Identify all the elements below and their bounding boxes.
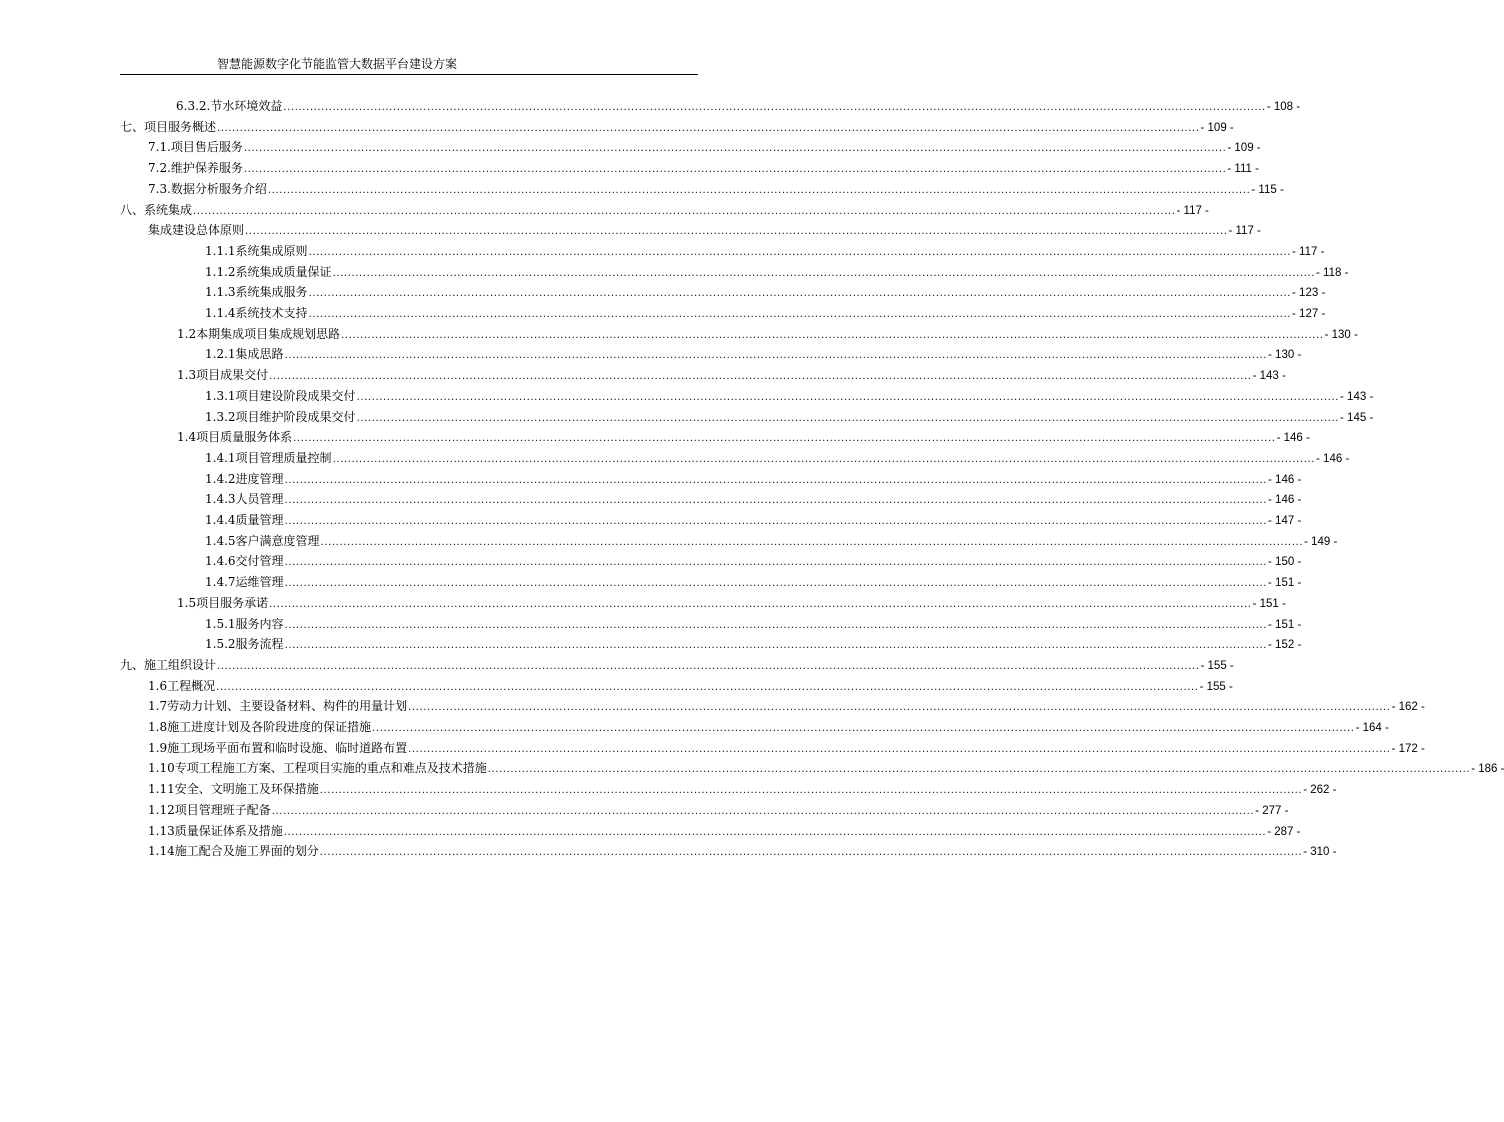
toc-entry-title: 服务内容 xyxy=(235,616,284,631)
dot-leader: .................................................................................................................................................................................................................................................................... xyxy=(245,226,1228,238)
dot-leader: .................................................................................................................................................................................................................................................................... xyxy=(284,350,1268,362)
toc-entry[interactable] xyxy=(148,179,1284,199)
toc-entry-number: 八、 xyxy=(120,202,145,217)
toc-entry-number: 1.12 xyxy=(148,802,175,817)
toc-entry[interactable] xyxy=(205,448,1350,468)
toc-entry-number: 1.5 xyxy=(177,595,197,610)
toc-entry-page: - 149 - xyxy=(1304,535,1338,548)
toc-entry-number: 7.1. xyxy=(148,140,171,155)
toc-entry-page: - 172 - xyxy=(1391,742,1425,755)
toc-entry[interactable] xyxy=(148,717,1389,737)
toc-entry-title: 客户满意度管理 xyxy=(235,533,320,548)
toc-entry[interactable] xyxy=(177,593,1286,613)
toc-entry-page: - 151 - xyxy=(1268,577,1302,590)
toc-entry-page: - 117 - xyxy=(1176,204,1209,217)
dot-leader: .................................................................................................................................................................................................................................................................... xyxy=(332,267,1316,279)
dot-leader: .................................................................................................................................................................................................................................................................... xyxy=(408,743,1391,755)
dot-leader: .................................................................................................................................................................................................................................................................... xyxy=(269,598,1252,610)
dot-leader: .................................................................................................................................................................................................................................................................... xyxy=(243,164,1227,176)
toc-entry[interactable] xyxy=(120,200,1209,220)
dot-leader: .................................................................................................................................................................................................................................................................... xyxy=(408,702,1391,714)
toc-entry[interactable] xyxy=(205,551,1302,571)
toc-entry-page: - 146 - xyxy=(1268,473,1302,486)
toc-entry-number: 1.6 xyxy=(148,678,168,693)
toc-entry[interactable] xyxy=(148,137,1261,157)
dot-leader: .................................................................................................................................................................................................................................................................... xyxy=(243,143,1227,155)
toc-entry-page: - 108 - xyxy=(1266,101,1301,113)
toc-entry-page: - 164 - xyxy=(1355,722,1389,734)
dot-leader: .................................................................................................................................................................................................................................................................... xyxy=(284,640,1268,652)
toc-entry[interactable] xyxy=(205,614,1302,634)
toc-entry-page: - 115 - xyxy=(1251,183,1284,196)
dot-leader: .................................................................................................................................................................................................................................................................... xyxy=(487,764,1471,776)
toc-entry-title: 项目管理质量控制 xyxy=(235,450,332,465)
toc-entry[interactable] xyxy=(205,386,1374,406)
toc-entry-number: 7.3. xyxy=(148,181,171,196)
toc-entry-number: 1.5.2 xyxy=(205,637,236,652)
toc-entry-title: 集成思路 xyxy=(235,347,284,362)
toc-entry[interactable] xyxy=(205,572,1302,592)
toc-entry-title: 系统技术支持 xyxy=(235,306,308,320)
toc-entry[interactable] xyxy=(120,117,1234,137)
toc-entry-number: 1.1.4 xyxy=(205,306,236,320)
dot-leader: .................................................................................................................................................................................................................................................................... xyxy=(193,205,1176,217)
toc-entry-title: 交付管理 xyxy=(235,554,284,569)
dot-leader: .................................................................................................................................................................................................................................................................... xyxy=(356,391,1340,403)
toc-entry-number: 1.1.1 xyxy=(205,243,236,258)
toc-entry-page: - 146 - xyxy=(1276,432,1310,445)
toc-entry-number: 1.5.1 xyxy=(205,616,236,631)
toc-entry-title: 劳动力计划、主要设备材料、构件的用量计划 xyxy=(167,699,408,714)
toc-entry-number: 1.9 xyxy=(148,740,168,755)
toc-entry[interactable] xyxy=(148,738,1425,758)
dot-leader: .................................................................................................................................................................................................................................................................... xyxy=(217,660,1200,672)
toc-entry-number: 1.4.6 xyxy=(205,554,236,569)
toc-entry-page: - 117 - xyxy=(1292,245,1325,258)
toc-entry-page: - 277 - xyxy=(1255,804,1289,817)
toc-entry[interactable] xyxy=(176,96,1301,116)
dot-leader: .................................................................................................................................................................................................................................................................... xyxy=(284,578,1268,590)
toc-entry-title: 系统集成 xyxy=(144,202,193,217)
toc-entry[interactable] xyxy=(148,696,1425,716)
toc-entry-title: 项目服务概述 xyxy=(144,119,217,134)
toc-entry-page: - 127 - xyxy=(1292,308,1326,320)
dot-leader: .................................................................................................................................................................................................................................................................... xyxy=(332,453,1316,465)
toc-entry[interactable] xyxy=(205,282,1326,302)
toc-entry-title: 项目管理班子配备 xyxy=(174,802,271,817)
toc-entry[interactable] xyxy=(177,427,1310,447)
toc-entry[interactable] xyxy=(205,344,1302,364)
page-header xyxy=(120,56,698,75)
toc-entry-number: 1.4 xyxy=(177,430,197,445)
toc-entry[interactable] xyxy=(205,510,1302,530)
toc-entry-page: - 123 - xyxy=(1292,287,1326,300)
toc-entry[interactable] xyxy=(205,262,1349,282)
toc-entry-page: - 150 - xyxy=(1268,556,1302,569)
toc-entry-title: 项目维护阶段成果交付 xyxy=(235,409,356,424)
toc-entry[interactable] xyxy=(205,407,1374,427)
toc-entry-number: 1.1.2 xyxy=(205,264,236,279)
toc-entry[interactable] xyxy=(205,241,1325,261)
toc-entry-number: 1.1.3 xyxy=(205,285,236,300)
toc-entry-number: 1.7 xyxy=(148,699,168,714)
dot-leader: .................................................................................................................................................................................................................................................................... xyxy=(372,723,1355,734)
toc-entry-number: 1.3.1 xyxy=(205,388,236,403)
toc-entry-page: - 111 - xyxy=(1227,163,1259,176)
toc-entry-page: - 118 - xyxy=(1316,266,1349,279)
toc-entry-number: 1.10 xyxy=(148,761,175,776)
toc-entry-number: 1.4.5 xyxy=(205,533,236,548)
toc-entry[interactable] xyxy=(177,324,1358,344)
toc-entry[interactable] xyxy=(148,758,1504,778)
toc-entry-number: 1.4.3 xyxy=(205,492,236,507)
dot-leader: .................................................................................................................................................................................................................................................................... xyxy=(217,122,1200,134)
toc-entry-page: - 109 - xyxy=(1227,142,1261,155)
dot-leader: .................................................................................................................................................................................................................................................................... xyxy=(283,826,1267,838)
toc-entry-title: 项目售后服务 xyxy=(170,140,243,155)
dot-leader: .................................................................................................................................................................................................................................................................... xyxy=(320,536,1304,548)
toc-entry-title: 集成建设总体原则 xyxy=(148,223,245,238)
toc-entry-page: - 155 - xyxy=(1200,659,1234,672)
toc-entry-page: - 145 - xyxy=(1340,411,1374,424)
toc-entry-title: 安全、文明施工及环保措施 xyxy=(174,782,319,797)
dot-leader: .................................................................................................................................................................................................................................................................... xyxy=(319,785,1303,797)
toc-entry-page: - 117 - xyxy=(1228,225,1261,238)
toc-entry-number: 1.4.1 xyxy=(205,450,236,465)
toc-entry[interactable] xyxy=(205,531,1338,551)
toc-entry[interactable] xyxy=(148,158,1259,178)
toc-entry-number: 1.4.7 xyxy=(205,575,236,590)
toc-entry-title: 工程概况 xyxy=(167,678,216,693)
toc-entry-title: 系统集成质量保证 xyxy=(235,264,332,279)
toc-entry-page: - 151 - xyxy=(1252,597,1286,610)
toc-entry-title: 项目服务承诺 xyxy=(196,595,269,610)
toc-entry-title: 进度管理 xyxy=(235,471,284,486)
toc-entry-title: 施工进度计划及各阶段进度的保证措施 xyxy=(167,720,372,734)
dot-leader: .................................................................................................................................................................................................................................................................... xyxy=(284,474,1268,486)
dot-leader: .................................................................................................................................................................................................................................................................... xyxy=(308,288,1292,300)
toc-entry[interactable] xyxy=(148,220,1261,240)
dot-leader: .................................................................................................................................................................................................................................................................... xyxy=(216,681,1199,693)
dot-leader: .................................................................................................................................................................................................................................................................... xyxy=(284,495,1268,507)
toc-entry-title: 施工配合及施工界面的划分 xyxy=(174,844,319,859)
dot-leader: .................................................................................................................................................................................................................................................................... xyxy=(283,102,1266,113)
toc-entry-number: 七、 xyxy=(120,119,145,134)
dot-leader: .................................................................................................................................................................................................................................................................... xyxy=(269,371,1252,383)
toc-entry-number: 7.2. xyxy=(148,161,171,176)
toc-entry[interactable] xyxy=(205,303,1326,323)
toc-entry-title: 项目成果交付 xyxy=(196,368,269,383)
toc-entry[interactable] xyxy=(148,821,1301,841)
toc-entry-title: 本期集成项目集成规划思路 xyxy=(196,326,341,341)
dot-leader: .................................................................................................................................................................................................................................................................... xyxy=(284,619,1268,631)
toc-entry-page: - 130 - xyxy=(1324,328,1358,341)
dot-leader: .................................................................................................................................................................................................................................................................... xyxy=(293,433,1276,445)
toc-entry-page: - 143 - xyxy=(1340,390,1374,403)
dot-leader: .................................................................................................................................................................................................................................................................... xyxy=(341,329,1324,341)
dot-leader: .................................................................................................................................................................................................................................................................... xyxy=(319,847,1303,859)
toc-entry-page: - 262 - xyxy=(1303,784,1337,797)
toc-entry-number: 1.3.2 xyxy=(205,409,236,424)
toc-entry-title: 专项工程施工方案、工程项目实施的重点和难点及技术措施 xyxy=(174,761,487,776)
toc-entry[interactable] xyxy=(177,365,1286,385)
toc-entry-page: - 130 - xyxy=(1268,349,1302,362)
toc-entry[interactable] xyxy=(120,655,1234,675)
toc-entry-number: 1.13 xyxy=(148,823,175,838)
toc-entry-title: 人员管理 xyxy=(235,492,284,507)
toc-entry-title: 服务流程 xyxy=(235,637,284,652)
toc-entry[interactable] xyxy=(205,489,1302,509)
dot-leader: .................................................................................................................................................................................................................................................................... xyxy=(308,309,1292,320)
toc-entry-page: - 155 - xyxy=(1199,680,1233,693)
toc-entry[interactable] xyxy=(148,779,1337,799)
toc-entry-title: 数据分析服务介绍 xyxy=(170,181,267,196)
toc-entry-title: 维护保养服务 xyxy=(170,161,243,176)
toc-entry-number: 1.14 xyxy=(148,844,175,859)
toc-entry-number: 1.4.2 xyxy=(205,471,236,486)
toc-entry-page: - 162 - xyxy=(1391,701,1425,714)
toc-entry-number: 1.4.4 xyxy=(205,513,236,527)
toc-entry-title: 施工组织设计 xyxy=(144,657,217,672)
toc-entry-page: - 310 - xyxy=(1303,846,1337,859)
dot-leader: .................................................................................................................................................................................................................................................................... xyxy=(284,557,1268,569)
header-title: 智慧能源数字化节能监管大数据平台建设方案 xyxy=(217,57,458,71)
toc-entry[interactable] xyxy=(148,800,1289,820)
dot-leader: .................................................................................................................................................................................................................................................................... xyxy=(271,805,1255,817)
toc-entry-page: - 147 - xyxy=(1268,515,1302,527)
toc-entry[interactable] xyxy=(205,469,1302,489)
toc-entry-title: 节水环境效益 xyxy=(210,99,283,113)
toc-entry-number: 1.3 xyxy=(177,368,197,383)
toc-entry-page: - 146 - xyxy=(1268,494,1302,507)
toc-entry-page: - 109 - xyxy=(1200,121,1234,134)
toc-entry-title: 质量管理 xyxy=(235,513,284,527)
toc-entry-page: - 186 - xyxy=(1471,763,1504,776)
toc-entry-number: 1.2.1 xyxy=(205,347,236,362)
dot-leader: .................................................................................................................................................................................................................................................................... xyxy=(308,246,1292,258)
toc-entry-page: - 152 - xyxy=(1268,639,1302,652)
toc-entry[interactable] xyxy=(148,841,1337,861)
toc-entry-number: 1.2 xyxy=(177,326,197,341)
toc-entry-number: 1.8 xyxy=(148,720,168,734)
dot-leader: .................................................................................................................................................................................................................................................................... xyxy=(356,412,1340,424)
toc-entry-title: 系统集成原则 xyxy=(235,243,308,258)
dot-leader: .................................................................................................................................................................................................................................................................... xyxy=(284,516,1268,527)
toc-entry-title: 系统集成服务 xyxy=(235,285,308,300)
toc-entry-page: - 287 - xyxy=(1267,825,1301,838)
toc-entry-page: - 146 - xyxy=(1316,452,1350,465)
toc-entry[interactable] xyxy=(205,634,1302,654)
toc-entry-title: 项目质量服务体系 xyxy=(196,430,293,445)
toc-entry-title: 运维管理 xyxy=(235,575,284,590)
toc-entry-title: 项目建设阶段成果交付 xyxy=(235,388,356,403)
toc-entry-title: 质量保证体系及措施 xyxy=(174,823,283,838)
toc-entry-title: 施工现场平面布置和临时设施、临时道路布置 xyxy=(167,740,408,755)
toc-entry-page: - 143 - xyxy=(1252,370,1286,383)
toc-entry-number: 九、 xyxy=(120,657,145,672)
toc-entry-number: 1.11 xyxy=(148,782,175,797)
dot-leader: .................................................................................................................................................................................................................................................................... xyxy=(267,184,1251,196)
toc-entry[interactable] xyxy=(148,676,1233,696)
toc-entry-number: 6.3.2. xyxy=(176,99,211,113)
toc-entry-page: - 151 - xyxy=(1268,618,1302,631)
